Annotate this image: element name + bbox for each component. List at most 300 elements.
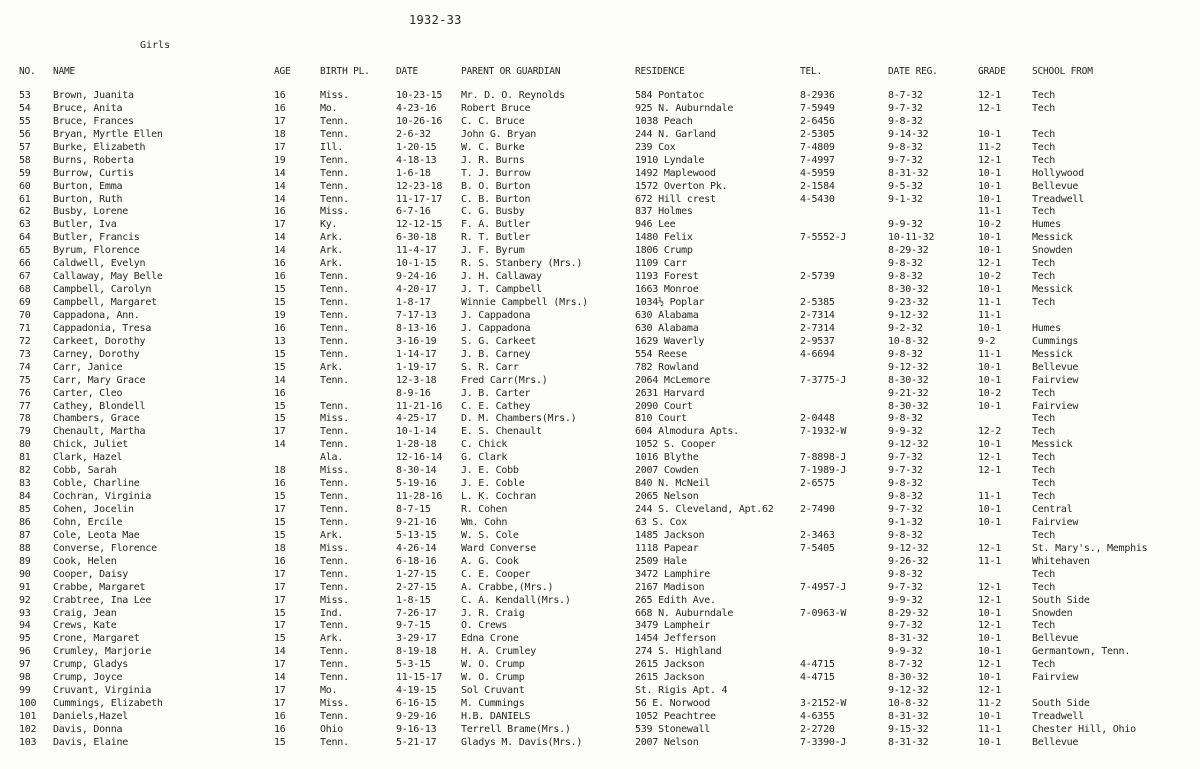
header-parent: PARENT OR GUARDIAN (461, 66, 561, 77)
table-row (0, 646, 1200, 659)
row-number-cell: 100 (19, 698, 37, 710)
birth-date-cell: 1-14-17 (396, 348, 437, 360)
birth-place-cell: Tenn. (320, 581, 349, 593)
telephone-cell: 4-5959 (800, 167, 835, 179)
student-name-cell: Crews, Kate (53, 620, 117, 632)
row-number-cell: 76 (19, 387, 31, 399)
date-registered-cell: 9-9-32 (888, 646, 923, 658)
residence-cell: St. Rigis Apt. 4 (635, 685, 728, 697)
date-registered-cell: 9-15-32 (888, 723, 929, 735)
parent-guardian-cell: Terrell Brame(Mrs.) (461, 723, 571, 735)
birth-date-cell: 1-27-15 (396, 568, 437, 580)
birth-date-cell: 3-16-19 (396, 335, 437, 347)
residence-cell: 56 E. Norwood (635, 698, 711, 710)
table-row (0, 206, 1200, 219)
age-cell: 16 (274, 723, 286, 735)
grade-cell: 10-1 (978, 504, 1002, 515)
school-from-cell: Messick (1032, 348, 1073, 360)
grade-cell: 10-1 (978, 633, 1002, 645)
age-cell: 17 (274, 219, 286, 231)
birth-place-cell: Ala. (320, 452, 344, 464)
parent-guardian-cell: Fred Carr(Mrs.) (461, 374, 548, 386)
row-number-cell: 58 (19, 154, 31, 166)
birth-place-cell: Tenn. (320, 620, 349, 632)
parent-guardian-cell: C. G. Busby (461, 206, 525, 218)
residence-cell: 2509 Hale (635, 555, 687, 567)
parent-guardian-cell: W. C. Burke (461, 141, 525, 153)
telephone-cell: 2-1584 (800, 180, 835, 192)
birth-date-cell: 8-9-16 (396, 387, 431, 399)
date-registered-cell: 9-8-32 (888, 478, 923, 490)
birth-date-cell: 5-21-17 (396, 736, 437, 748)
student-name-cell: Carr, Janice (53, 361, 123, 373)
telephone-cell: 2-7314 (800, 309, 835, 321)
birth-place-cell: Ark. (320, 361, 344, 373)
residence-cell: 1038 Peach (635, 115, 693, 127)
grade-cell: 9-2 (978, 335, 996, 347)
birth-place-cell: Tenn. (320, 736, 349, 748)
student-name-cell: Davis, Donna (53, 723, 123, 735)
birth-date-cell: 9-21-16 (396, 516, 437, 528)
grade-cell: 12-1 (978, 620, 1002, 632)
school-from-cell: Central (1032, 504, 1073, 515)
school-from-cell: Tech (1032, 258, 1056, 270)
school-from-cell: Tech (1032, 271, 1056, 283)
grade-cell: 12-2 (978, 426, 1002, 438)
age-cell: 15 (274, 297, 286, 308)
row-number-cell: 71 (19, 322, 31, 334)
grade-cell: 10-1 (978, 736, 1002, 748)
table-row (0, 362, 1200, 375)
birth-date-cell: 11-21-16 (396, 400, 443, 412)
age-cell: 16 (274, 478, 286, 490)
grade-cell: 10-1 (978, 232, 1002, 244)
birth-place-cell: Ky. (320, 219, 338, 231)
parent-guardian-cell: H. A. Crumley (461, 646, 537, 658)
row-number-cell: 63 (19, 219, 31, 231)
table-row (0, 375, 1200, 388)
row-number-cell: 56 (19, 128, 31, 140)
birth-date-cell: 8-13-16 (396, 322, 437, 334)
table-row (0, 401, 1200, 414)
row-number-cell: 78 (19, 413, 31, 425)
telephone-cell: 4-5430 (800, 193, 835, 205)
age-cell: 14 (274, 374, 286, 386)
parent-guardian-cell: W. O. Crump (461, 672, 525, 684)
telephone-cell: 7-5949 (800, 102, 835, 114)
student-name-cell: Byrum, Florence (53, 245, 140, 257)
grade-cell: 11-1 (978, 297, 1002, 308)
age-cell: 17 (274, 620, 286, 632)
residence-cell: 1052 Peachtree (635, 711, 716, 722)
date-registered-cell: 8-7-32 (888, 90, 923, 101)
birth-place-cell: Tenn. (320, 193, 349, 205)
date-registered-cell: 9-7-32 (888, 581, 923, 593)
header-residence: RESIDENCE (635, 66, 685, 77)
grade-cell: 11-2 (978, 698, 1002, 710)
birth-place-cell: Tenn. (320, 335, 349, 347)
student-name-cell: Cummings, Elizabeth (53, 698, 163, 710)
birth-date-cell: 9-16-13 (396, 723, 437, 735)
parent-guardian-cell: Sol Cruvant (461, 685, 525, 697)
age-cell: 15 (274, 633, 286, 645)
date-registered-cell: 9-7-32 (888, 452, 923, 464)
age-cell: 15 (274, 516, 286, 528)
school-from-cell: Fairview (1032, 672, 1079, 684)
telephone-cell: 4-6355 (800, 711, 835, 722)
student-name-cell: Clark, Hazel (53, 452, 123, 464)
date-registered-cell: 9-1-32 (888, 193, 923, 205)
parent-guardian-cell: J. R. Craig (461, 607, 525, 619)
birth-place-cell: Tenn. (320, 439, 349, 451)
table-row (0, 672, 1200, 685)
row-number-cell: 81 (19, 452, 31, 464)
telephone-cell: 4-4715 (800, 672, 835, 684)
grade-cell: 10-2 (978, 271, 1002, 283)
table-row (0, 323, 1200, 336)
table-row (0, 129, 1200, 142)
table-row (0, 556, 1200, 569)
row-number-cell: 80 (19, 439, 31, 451)
age-cell: 14 (274, 439, 286, 451)
age-cell: 16 (274, 322, 286, 334)
table-row (0, 582, 1200, 595)
parent-guardian-cell: J. H. Callaway (461, 271, 542, 283)
birth-date-cell: 6-30-18 (396, 232, 437, 244)
student-name-cell: Cohen, Jocelin (53, 504, 134, 515)
birth-date-cell: 10-1-15 (396, 258, 437, 270)
table-row (0, 439, 1200, 452)
school-from-cell: Cummings (1032, 335, 1079, 347)
birth-date-cell: 9-7-15 (396, 620, 431, 632)
header-age: AGE (274, 66, 291, 77)
date-registered-cell: 9-9-32 (888, 426, 923, 438)
student-name-cell: Brown, Juanita (53, 90, 134, 101)
residence-cell: 1052 S. Cooper (635, 439, 716, 451)
row-number-cell: 75 (19, 374, 31, 386)
telephone-cell: 2-2720 (800, 723, 835, 735)
birth-date-cell: 9-29-16 (396, 711, 437, 722)
birth-place-cell: Tenn. (320, 478, 349, 490)
date-registered-cell: 8-30-32 (888, 400, 929, 412)
grade-cell: 12-1 (978, 685, 1002, 697)
birth-place-cell: Tenn. (320, 322, 349, 334)
row-number-cell: 70 (19, 309, 31, 321)
table-row (0, 465, 1200, 478)
student-name-cell: Crumley, Marjorie (53, 646, 152, 658)
birth-date-cell: 4-26-14 (396, 542, 437, 554)
birth-date-cell: 1-20-15 (396, 141, 437, 153)
header-name: NAME (53, 66, 76, 77)
birth-date-cell: 2-27-15 (396, 581, 437, 593)
birth-date-cell: 1-8-15 (396, 594, 431, 606)
school-from-cell: Germantown, Tenn. (1032, 646, 1131, 658)
row-number-cell: 83 (19, 478, 31, 490)
table-row (0, 413, 1200, 426)
school-from-cell: South Side (1032, 594, 1090, 606)
residence-cell: 554 Reese (635, 348, 687, 360)
birth-date-cell: 10-23-15 (396, 90, 443, 101)
birth-place-cell: Miss. (320, 542, 349, 554)
row-number-cell: 73 (19, 348, 31, 360)
grade-cell: 12-1 (978, 102, 1002, 114)
school-from-cell: Bellevue (1032, 361, 1079, 373)
student-name-cell: Carney, Dorothy (53, 348, 140, 360)
date-registered-cell: 9-9-32 (888, 594, 923, 606)
age-cell: 19 (274, 154, 286, 166)
student-name-cell: Bruce, Anita (53, 102, 123, 114)
age-cell: 15 (274, 284, 286, 296)
residence-cell: 1454 Jefferson (635, 633, 716, 645)
row-number-cell: 94 (19, 620, 31, 632)
table-row (0, 245, 1200, 258)
residence-cell: 946 Lee (635, 219, 676, 231)
birth-date-cell: 7-17-13 (396, 309, 437, 321)
table-row (0, 426, 1200, 439)
parent-guardian-cell: A. Crabbe,(Mrs.) (461, 581, 554, 593)
row-number-cell: 90 (19, 568, 31, 580)
grade-cell: 10-1 (978, 193, 1002, 205)
parent-guardian-cell: J. Cappadona (461, 309, 531, 321)
age-cell: 15 (274, 491, 286, 503)
school-from-cell: Snowden (1032, 607, 1073, 619)
student-name-cell: Daniels,Hazel (53, 711, 129, 722)
student-name-cell: Cochran, Virginia (53, 491, 152, 503)
residence-cell: 3472 Lamphire (635, 568, 711, 580)
grade-cell: 11-2 (978, 141, 1002, 153)
date-registered-cell: 8-31-32 (888, 711, 929, 722)
telephone-cell: 7-4957-J (800, 581, 847, 593)
student-name-cell: Butler, Francis (53, 232, 140, 244)
date-registered-cell: 8-30-32 (888, 284, 929, 296)
student-name-cell: Campbell, Carolyn (53, 284, 152, 296)
grade-cell: 10-1 (978, 180, 1002, 192)
parent-guardian-cell: J. E. Cobb (461, 465, 519, 477)
grade-cell: 10-1 (978, 400, 1002, 412)
telephone-cell: 7-3775-J (800, 374, 847, 386)
telephone-cell: 7-1989-J (800, 465, 847, 477)
date-registered-cell: 9-12-32 (888, 309, 929, 321)
student-name-cell: Burns, Roberta (53, 154, 134, 166)
grade-cell: 10-1 (978, 167, 1002, 179)
residence-cell: 1663 Monroe (635, 284, 699, 296)
birth-date-cell: 11-15-17 (396, 672, 443, 684)
birth-place-cell: Tenn. (320, 568, 349, 580)
birth-place-cell: Tenn. (320, 400, 349, 412)
table-row (0, 659, 1200, 672)
residence-cell: 840 N. McNeil (635, 478, 711, 490)
telephone-cell: 2-6456 (800, 115, 835, 127)
table-row (0, 258, 1200, 271)
telephone-cell: 2-6575 (800, 478, 835, 490)
residence-cell: 244 S. Cleveland, Apt.62 (635, 504, 774, 515)
table-row (0, 633, 1200, 646)
table-row (0, 297, 1200, 310)
school-from-cell: Messick (1032, 439, 1073, 451)
grade-cell: 12-1 (978, 659, 1002, 671)
age-cell: 17 (274, 504, 286, 515)
table-row (0, 478, 1200, 491)
table-row (0, 595, 1200, 608)
row-number-cell: 59 (19, 167, 31, 179)
table-row (0, 620, 1200, 633)
age-cell: 14 (274, 245, 286, 257)
table-row (0, 310, 1200, 323)
student-name-cell: Chick, Juliet (53, 439, 129, 451)
residence-cell: 668 N. Auburndale (635, 607, 734, 619)
school-from-cell: Tech (1032, 128, 1056, 140)
birth-date-cell: 5-3-15 (396, 659, 431, 671)
table-row (0, 517, 1200, 530)
row-number-cell: 53 (19, 90, 31, 101)
birth-place-cell: Miss. (320, 594, 349, 606)
row-number-cell: 92 (19, 594, 31, 606)
birth-date-cell: 1-19-17 (396, 361, 437, 373)
birth-place-cell: Tenn. (320, 348, 349, 360)
birth-place-cell: Tenn. (320, 180, 349, 192)
age-cell: 15 (274, 529, 286, 541)
grade-cell: 10-1 (978, 439, 1002, 451)
date-registered-cell: 8-29-32 (888, 607, 929, 619)
student-name-cell: Cole, Leota Mae (53, 529, 140, 541)
row-number-cell: 86 (19, 516, 31, 528)
school-from-cell: Tech (1032, 413, 1056, 425)
row-number-cell: 101 (19, 711, 37, 722)
residence-cell: 1910 Lyndale (635, 154, 705, 166)
telephone-cell: 7-5405 (800, 542, 835, 554)
date-registered-cell: 9-2-32 (888, 322, 923, 334)
school-from-cell: Humes (1032, 322, 1061, 334)
parent-guardian-cell: Mr. D. O. Reynolds (461, 90, 565, 101)
row-number-cell: 62 (19, 206, 31, 218)
age-cell: 18 (274, 128, 286, 140)
row-number-cell: 102 (19, 723, 37, 735)
birth-date-cell: 12-3-18 (396, 374, 437, 386)
date-registered-cell: 9-8-32 (888, 271, 923, 283)
residence-cell: 782 Rowland (635, 361, 699, 373)
age-cell: 16 (274, 90, 286, 101)
parent-guardian-cell: O. Crews (461, 620, 508, 632)
birth-place-cell: Tenn. (320, 128, 349, 140)
parent-guardian-cell: T. J. Burrow (461, 167, 531, 179)
grade-cell: 11-1 (978, 206, 1002, 218)
school-from-cell: Humes (1032, 219, 1061, 231)
school-from-cell: Tech (1032, 297, 1056, 308)
grade-cell: 12-1 (978, 581, 1002, 593)
residence-cell: 2007 Cowden (635, 465, 699, 477)
school-from-cell: Tech (1032, 90, 1056, 101)
parent-guardian-cell: F. A. Butler (461, 219, 531, 231)
residence-cell: 239 Cox (635, 141, 676, 153)
row-number-cell: 79 (19, 426, 31, 438)
student-name-cell: Burton, Ruth (53, 193, 123, 205)
school-from-cell: Tech (1032, 659, 1056, 671)
telephone-cell: 2-5385 (800, 297, 835, 308)
residence-cell: 1629 Waverly (635, 335, 705, 347)
student-name-cell: Burton, Emma (53, 180, 123, 192)
residence-cell: 2631 Harvard (635, 387, 705, 399)
parent-guardian-cell: G. Clark (461, 452, 508, 464)
residence-cell: 1118 Papear (635, 542, 699, 554)
birth-date-cell: 4-20-17 (396, 284, 437, 296)
student-name-cell: Carkeet, Dorothy (53, 335, 146, 347)
table-row (0, 142, 1200, 155)
telephone-cell: 2-5739 (800, 271, 835, 283)
table-row (0, 219, 1200, 232)
birth-place-cell: Mo. (320, 685, 338, 697)
student-name-cell: Craig, Jean (53, 607, 117, 619)
table-row (0, 711, 1200, 724)
date-registered-cell: 9-7-32 (888, 154, 923, 166)
parent-guardian-cell: R. Cohen (461, 504, 508, 515)
residence-cell: 274 S. Highland (635, 646, 722, 658)
residence-cell: 1016 Blythe (635, 452, 699, 464)
grade-cell: 12-1 (978, 594, 1002, 606)
residence-cell: 539 Stonewall (635, 723, 711, 735)
grade-cell: 11-1 (978, 309, 1002, 321)
birth-place-cell: Tenn. (320, 426, 349, 438)
age-cell: 17 (274, 594, 286, 606)
header-date-reg: DATE REG. (888, 66, 938, 77)
row-number-cell: 98 (19, 672, 31, 684)
residence-cell: 810 Court (635, 413, 687, 425)
parent-guardian-cell: H.B. DANIELS (461, 711, 531, 722)
parent-guardian-cell: C. B. Burton (461, 193, 531, 205)
date-registered-cell: 9-7-32 (888, 465, 923, 477)
table-row (0, 491, 1200, 504)
grade-cell: 10-1 (978, 245, 1002, 257)
residence-cell: 1109 Carr (635, 258, 687, 270)
student-name-cell: Coble, Charline (53, 478, 140, 490)
student-name-cell: Chenault, Martha (53, 426, 146, 438)
parent-guardian-cell: C. Chick (461, 439, 508, 451)
row-number-cell: 65 (19, 245, 31, 257)
date-registered-cell: 9-8-32 (888, 491, 923, 503)
parent-guardian-cell: C. C. Bruce (461, 115, 525, 127)
birth-date-cell: 9-24-16 (396, 271, 437, 283)
birth-place-cell: Tenn. (320, 491, 349, 503)
grade-cell: 12-1 (978, 452, 1002, 464)
parent-guardian-cell: D. M. Chambers(Mrs.) (461, 413, 577, 425)
age-cell: 18 (274, 542, 286, 554)
table-row (0, 504, 1200, 517)
student-name-cell: Campbell, Margaret (53, 297, 157, 308)
parent-guardian-cell: J. B. Carter (461, 387, 531, 399)
school-from-cell: Fairview (1032, 516, 1079, 528)
age-cell: 16 (274, 258, 286, 270)
birth-date-cell: 4-25-17 (396, 413, 437, 425)
student-name-cell: Crabbe, Margaret (53, 581, 146, 593)
parent-guardian-cell: R. T. Butler (461, 232, 531, 244)
residence-cell: 1485 Jackson (635, 529, 705, 541)
date-registered-cell: 10-11-32 (888, 232, 935, 244)
school-from-cell: Messick (1032, 284, 1073, 296)
table-row (0, 168, 1200, 181)
birth-place-cell: Tenn. (320, 115, 349, 127)
age-cell: 16 (274, 271, 286, 283)
age-cell: 18 (274, 465, 286, 477)
parent-guardian-cell: W. S. Cole (461, 529, 519, 541)
date-registered-cell: 8-30-32 (888, 672, 929, 684)
school-from-cell: Messick (1032, 232, 1073, 244)
age-cell: 15 (274, 400, 286, 412)
birth-place-cell: Ark. (320, 258, 344, 270)
student-name-cell: Crump, Joyce (53, 672, 123, 684)
parent-guardian-cell: S. R. Carr (461, 361, 519, 373)
school-from-cell: Tech (1032, 478, 1056, 490)
date-registered-cell: 9-12-32 (888, 361, 929, 373)
birth-date-cell: 7-26-17 (396, 607, 437, 619)
